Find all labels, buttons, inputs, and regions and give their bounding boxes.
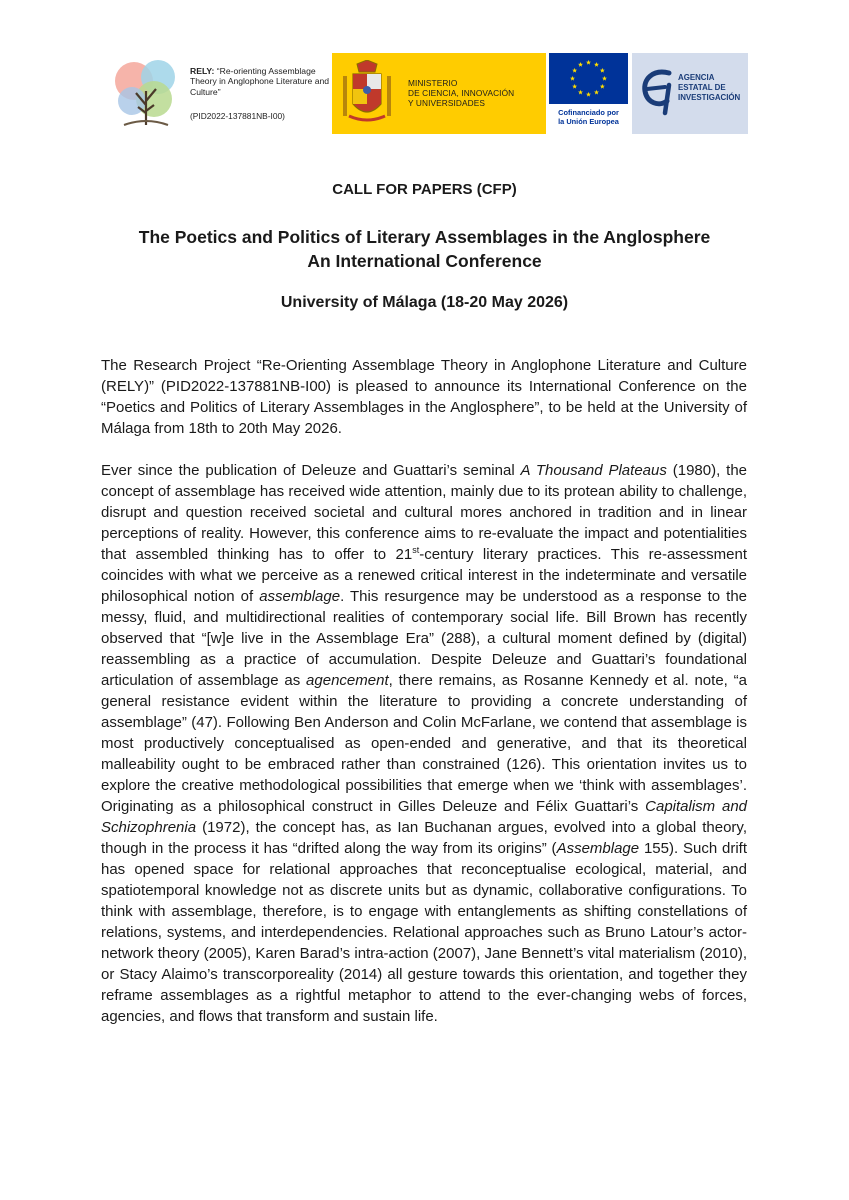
italic-title: Assemblage bbox=[556, 840, 640, 857]
ministry-name: MINISTERIO DE CIENCIA, INNOVACIÓN Y UNIVERSIDADES bbox=[408, 78, 515, 108]
eu-logo bbox=[548, 53, 629, 134]
theory-paragraph: Ever since the publication of Deleuze and Guattari’s seminal A Thousand Plateaus (1980), the concept of assemblage has received wide attention, mainly due to its protean ability to challenge, disrupt and question received societal and cultural mores anchored in tradition and in linear perceptions of reality. However, this conference aims to re-evaluate the impact and potentialities that assembled thinking has to offer to 21st-century literary practices. This re-assessment coincides with what we perceive as a renewed critical interest in the indeterminate and versatile philosophical notion of assemblage. This resurgence may be understood as a response to the messy, fluid, and multidirectional realities of contemporary social life. Bill Brown has recently observed that “[w]e live in the Assemblage Era” (288), a cultural moment defined by (digital) reassembling as a practice of accumulation. Despite Deleuze and Guattari’s foundational articulation of assemblage as agencement, there remains, as Rosanne Kennedy et al. note, “a general resistance evident within the literature to providing a concrete understanding of assemblage” (47). Following Ben Anderson and Colin McFarlane, we contend that assemblage is most productively conceptualised as open-ended and generative, and that its theoretical malleability ought to be embraced rather than constrained (126). This orientation invites us to explore the creative methodological possibilities that emerge when we ‘think with assemblages’. Originating as a philosophical construct in Gilles Deleuze and Félix Guattari’s Capitalism and Schizophrenia (1972), the concept has, as Ian Buchanan argues, evolved into a global theory, though in the process it has “drifted along the way from its origins” (Assemblage 155). Such drift has opened space for relational approaches that reconceptualise ecological, material, and spatiotemporal knowledge not as discrete units but as dynamic, collaborative configurations. To think with assemblage, therefore, is to engage with entanglements as shifting constellations of relations, systems, and interdependencies. Relational approaches such as Bruno Latour’s actor-network theory (2005), Karen Barad’s intra-action (2007), Jane Bennett’s vital materialism (2010), or Stacy Alaimo’s transcorporeality (2014) all gesture towards this orientation, and together they reframe assemblages as a rightful metaphor to attend to the ever-changing webs of forces, agencies, and flows that transform and sustain life. bbox=[101, 462, 748, 1025]
rely-logo bbox=[108, 53, 330, 134]
eu-cofinanced-caption: Cofinanciado por la Unión Europea bbox=[558, 108, 619, 126]
italic-title: A Thousand Plateaus bbox=[520, 462, 667, 479]
conference-title bbox=[0, 225, 849, 273]
title-line-2: An International Conference bbox=[307, 251, 542, 271]
cfp-body bbox=[101, 355, 747, 1027]
agency-ei-mark-icon bbox=[639, 63, 675, 119]
italic-term: assemblage bbox=[259, 588, 341, 605]
intro-paragraph: The Research Project “Re-Orienting Assemblage Theory in Anglophone Literature and Culture (RELY)” (PID2022-137881NB-I00) is pleased to announce its International Conference on the “Poetics and Politics of Literary Assemblages in the Anglosphere”, to be held at the University of Málaga from 18th to 20th May 2026. bbox=[101, 357, 747, 437]
italic-term: agencement bbox=[306, 672, 389, 689]
title-line-1: The Poetics and Politics of Literary Assemblages in the Anglosphere bbox=[138, 227, 711, 247]
agency-logo bbox=[632, 53, 748, 134]
logo-strip bbox=[108, 53, 748, 134]
ministry-logo bbox=[332, 53, 546, 134]
agency-name: AGENCIA ESTATAL DE INVESTIGACIÓN bbox=[678, 73, 741, 103]
cfp-heading: CALL FOR PAPERS (CFP) bbox=[332, 181, 517, 198]
ordinal-suffix: st bbox=[412, 545, 420, 555]
italic-title: Capitalism and Schizophrenia bbox=[101, 798, 748, 836]
eu-flag-icon bbox=[549, 53, 628, 104]
spanish-coat-of-arms-icon bbox=[339, 60, 395, 128]
rely-project-code: (PID2022-137881NB-I00) bbox=[190, 111, 285, 121]
rely-tree-icon bbox=[110, 55, 186, 131]
venue-dates: University of Málaga (18-20 May 2026) bbox=[280, 294, 569, 311]
rely-project-title: RELY: “Re-orienting Assemblage Theory in Anglophone Literature and Culture” bbox=[190, 66, 330, 97]
